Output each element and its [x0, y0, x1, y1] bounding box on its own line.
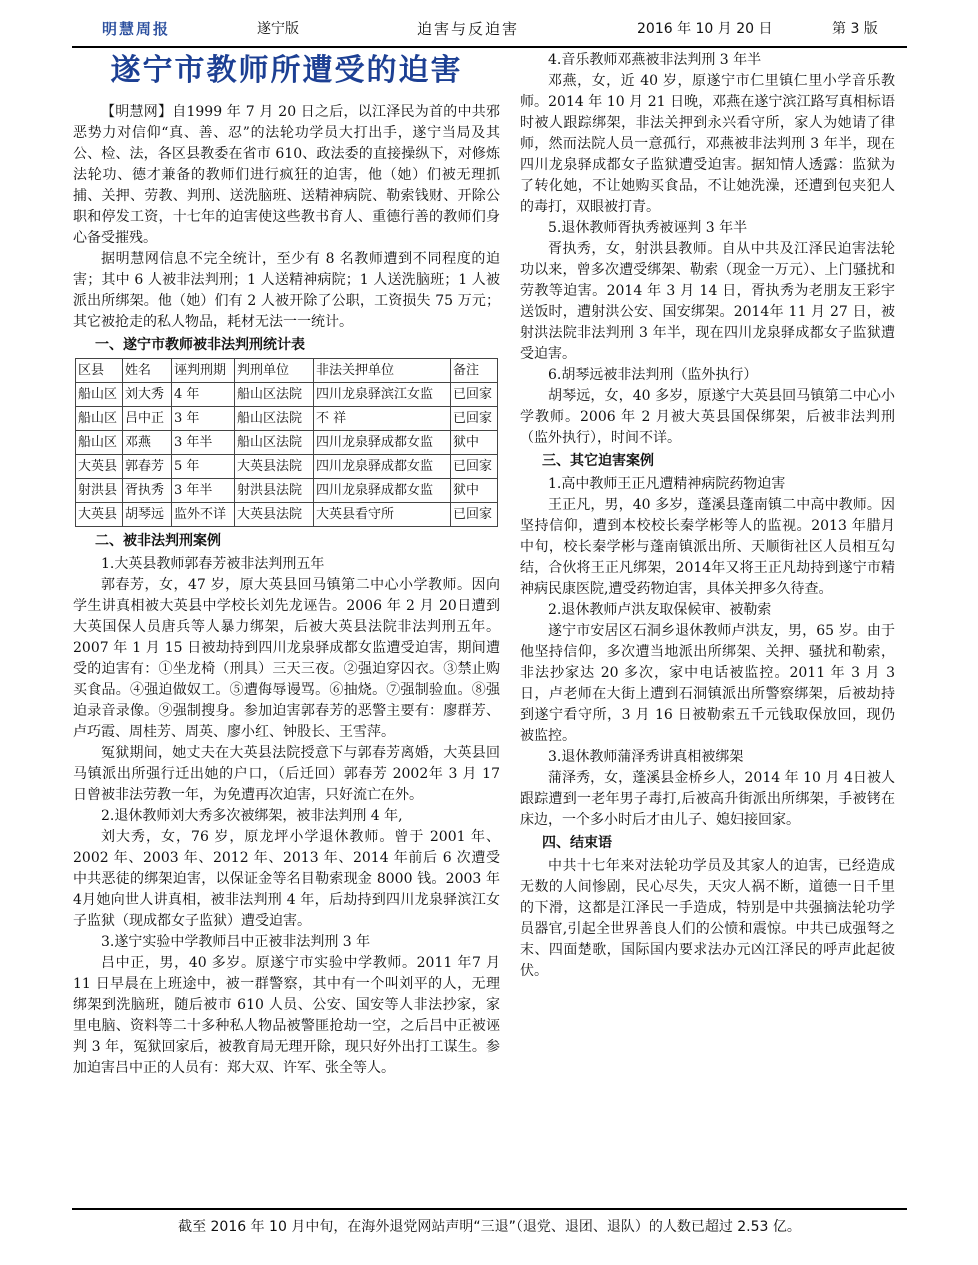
table-row [76, 479, 498, 503]
table-cell: 船山区法院 [235, 407, 314, 431]
table-row [76, 503, 498, 527]
table-cell: 判刑单位 [235, 359, 314, 383]
case-paragraph: 刘大秀，女，76 岁，原龙坪小学退休教师。曾于 2001 年、2002 年、2003 年、2012 年、2013 年、2014 年前后 6 次遭受中共恶徒的绑架迫害，以保证金等名目勒索现金 8000 钱。2003 年 4月她向世人讲真相，被非法判刑 4 年，后劫持到四川龙泉驿滨江女子监狱（现成都女子监狱）遭受迫害。 [73, 829, 500, 929]
table-cell: 已回家 [451, 503, 498, 527]
table-cell: 大英县 [76, 503, 123, 527]
page-header [72, 12, 907, 48]
table-cell: 狱中 [451, 479, 498, 503]
statistics-paragraph: 据明慧网信息不完全统计，至少有 8 名教师遭到不同程度的迫害；其中 6 人被非法判刑；1 人送精神病院；1 人送洗脑班；1 人被派出所绑架。他（她）们有 2 人被开除了公职，工资损失 75 万元；其它被抢走的私人物品，耗材无法一一统计。 [73, 251, 500, 330]
case-title: 1.高中教师王正凡遭精神病院药物迫害 [548, 476, 786, 492]
table-cell: 船山区 [76, 407, 123, 431]
paper-name: 明慧周报 [102, 20, 171, 38]
table-cell: 不 祥 [314, 407, 451, 431]
table-cell: 已回家 [451, 407, 498, 431]
table-cell: 3 年半 [172, 479, 235, 503]
section-heading: 三、其它迫害案例 [542, 453, 654, 469]
page-number: 第 3 版 [832, 21, 878, 37]
table-cell: 非法关押单位 [314, 359, 451, 383]
case-paragraph: 胥执秀，女，射洪县教师。自从中共及江泽民迫害法轮功以来，曾多次遭受绑架、勒索（现金一万元）、上门骚扰和劳教等迫害。2014 年 3 月 14 日，胥执秀为老朋友王彩宇送饭时，遭射洪公安、国安绑架。2014年 11 月 27 日，被射洪法院非法判刑 3 年半，现在四川龙泉驿成都女子监狱遭受迫害。 [520, 241, 895, 362]
case-paragraph: 邓燕，女，近 40 岁，原遂宁市仁里镇仁里小学音乐教师。2014 年 10 月 21 日晚，邓燕在遂宁滨江路写真相标语时被人跟踪绑架，非法关押到永兴看守所，家人为她请了律师，然而法院人员一意孤行，邓燕被非法判刑 3 年半，现在四川龙泉驿成都女子监狱遭受迫害。据知情人透露：监狱为了转化她，不让她购买食品，不让她洗澡，还遭到包夹犯人的毒打，双眼被打青。 [520, 73, 895, 215]
table-cell: 已回家 [451, 383, 498, 407]
section-heading: 二、被非法判刑案例 [95, 533, 221, 549]
table-row [76, 431, 498, 455]
table-row [76, 359, 498, 383]
table-cell: 胡琴远 [123, 503, 172, 527]
table-cell: 4 年 [172, 383, 235, 407]
case-paragraph: 遂宁市安居区石洞乡退休教师卢洪友，男，65 岁。由于他坚持信仰，多次遭当地派出所绑架、关押、骚扰和勒索，非法抄家达 20 多次，家中电话被监控。2011 年 3 月 3 日，卢老师在大街上遭到石洞镇派出所警察绑架，后被劫持到遂宁看守所，3 月 16 日被勒索五千元钱取保放回，现仍被监控。 [520, 623, 895, 744]
table-cell: 船山区法院 [235, 383, 314, 407]
section-heading: 四、结束语 [542, 835, 612, 851]
case-paragraph: 蒲泽秀，女，蓬溪县金桥乡人，2014 年 10 月 4日被人跟踪遭到一老年男子毒打,后被高升街派出所绑架，手被铐在床边，一个多小时后才由儿子、媳妇接回家。 [520, 770, 895, 828]
section-heading: 一、遂宁市教师被非法判刑统计表 [95, 337, 305, 353]
table-cell: 大英县法院 [235, 455, 314, 479]
edition-label: 遂宁版 [257, 21, 299, 37]
table-cell: 郭春芳 [123, 455, 172, 479]
table-cell: 大英县看守所 [314, 503, 451, 527]
issue-date: 2016 年 10 月 20 日 [637, 21, 773, 37]
table-cell: 狱中 [451, 431, 498, 455]
table-cell: 邓燕 [123, 431, 172, 455]
case-title: 3.遂宁实验中学教师吕中正被非法判刑 3 年 [101, 934, 371, 950]
table-row [76, 455, 498, 479]
table-cell: 船山区 [76, 431, 123, 455]
table-row [76, 407, 498, 431]
table-cell: 射洪县法院 [235, 479, 314, 503]
case-paragraph: 吕中正，男，40 多岁。原遂宁市实验中学教师。2011 年7 月 11 日早晨在上班途中，被一群警察，其中有一个叫刘平的人，无理绑架到洗脑班，随后被市 610 人员、公安、国安等人非法抄家，家里电脑、资料等二十多种私人物品被警匪抢劫一空，之后吕中正被诬判 3 年，冤狱回家后，被教育局无理开除，现只好外出打工谋生。参加迫害吕中正的人员有：郑大双、许军、张全等人。 [73, 955, 500, 1076]
intro-paragraph: 【明慧网】自1999 年 7 月 20 日之后，以江泽民为首的中共邪恶势力对信仰“真、善、忍”的法轮功学员大打出手，遂宁当局及其公、检、法，各区县教委在省市 610、政法委的直接操纵下，对修炼法轮功、德才兼备的教师们进行疯狂的迫害，他（她）们被无理抓捕、关押、劳教、判刑、送洗脑班、送精神病院、勒索钱财、开除公职和停发工资，十七年的迫害使这些教书育人、重德行善的教师们身心备受摧残。 [73, 104, 500, 246]
case-paragraph: 冤狱期间，她丈夫在大英县法院授意下与郭春芳离婚，大英县回马镇派出所强行迁出她的户口，（后迁回）郭春芳 2002年 3 月 17 日曾被非法劳教一年，为免遭再次迫害，只好流亡在外。 [73, 745, 500, 803]
case-title: 3.退休教师蒲泽秀讲真相被绑架 [548, 749, 744, 765]
table-cell: 大英县 [76, 455, 123, 479]
conclusion-paragraph: 中共十七年来对法轮功学员及其家人的迫害，已经造成无数的人间惨剧，民心尽失，天灾人祸不断，道德一日千里的下滑，这都是江泽民一手造成，特别是中共强摘法轮功学员器官,引起全世界善良人们的公愤和震惊。中共已成强弩之末、四面楚歌，国际国内要求法办元凶江泽民的呼声此起彼伏。 [520, 858, 895, 979]
case-title: 2.退休教师卢洪友取保候审、被勒索 [548, 602, 772, 618]
table-cell: 监外不详 [172, 503, 235, 527]
right-column [520, 50, 895, 982]
table-cell: 大英县法院 [235, 503, 314, 527]
article-title: 遂宁市教师所遭受的迫害 [110, 53, 463, 88]
footer-text: 截至 2016 年 10 月中旬，在海外退党网站声明“三退”（退党、退团、退队）的人数已超过 2.53 亿。 [178, 1219, 801, 1235]
table-cell: 船山区法院 [235, 431, 314, 455]
table-cell: 四川龙泉驿滨江女监 [314, 383, 451, 407]
case-title: 4.音乐教师邓燕被非法判刑 3 年半 [548, 52, 762, 68]
case-paragraph: 王正凡，男，40 多岁，蓬溪县蓬南镇二中高中教师。因坚持信仰，遭到本校校长秦学彬等人的监视。2013 年腊月中旬，校长秦学彬与蓬南镇派出所、天顺街社区人员相互勾结，合伙将王正凡绑架，2014年又将王正凡劫持到遂宁市精神病民康医院,遭受药物迫害，具体关押多久待查。 [520, 497, 895, 597]
table-cell: 备注 [451, 359, 498, 383]
table-cell: 诬判刑期 [172, 359, 235, 383]
table-cell: 区县 [76, 359, 123, 383]
table-cell: 胥执秀 [123, 479, 172, 503]
sentencing-table [75, 358, 498, 527]
case-title: 5.退休教师胥执秀被诬判 3 年半 [548, 220, 748, 236]
table-cell: 船山区 [76, 383, 123, 407]
page-footer [72, 1208, 907, 1236]
table-cell: 刘大秀 [123, 383, 172, 407]
table-cell: 3 年 [172, 407, 235, 431]
case-title: 1.大英县教师郭春芳被非法判刑五年 [101, 556, 325, 572]
section-name: 迫害与反迫害 [417, 20, 520, 38]
table-row [76, 383, 498, 407]
table-cell: 四川龙泉驿成都女监 [314, 431, 451, 455]
table-cell: 已回家 [451, 455, 498, 479]
table-cell: 5 年 [172, 455, 235, 479]
table-cell: 3 年半 [172, 431, 235, 455]
table-cell: 四川龙泉驿成都女监 [314, 479, 451, 503]
case-title: 6.胡琴远被非法判刑（监外执行） [548, 367, 758, 383]
table-cell: 射洪县 [76, 479, 123, 503]
left-column [73, 50, 500, 1079]
case-title: 2.退休教师刘大秀多次被绑架，被非法判刑 4 年, [101, 808, 403, 824]
table-cell: 吕中正 [123, 407, 172, 431]
case-paragraph: 胡琴远，女，40 多岁，原遂宁大英县回马镇第二中心小学教师。2006 年 2 月被大英县国保绑架，后被非法判刑（监外执行），时间不详。 [520, 388, 895, 446]
table-cell: 四川龙泉驿成都女监 [314, 455, 451, 479]
table-cell: 姓名 [123, 359, 172, 383]
case-paragraph: 郭春芳，女，47 岁，原大英县回马镇第二中心小学教师。因向学生讲真相被大英县中学校长刘先龙诬告。2006 年 2 月 20日遭到大英国保人员唐兵等人暴力绑架，后被大英县法院非法判刑五年。2007 年 1 月 15 日被劫持到四川龙泉驿成都女监遭受迫害，期间遭受的迫害有：①坐龙椅（刑具）三天三夜。②强迫穿囚衣。③禁止购买食品。④强迫做奴工。⑤遭侮辱谩骂。⑥抽烧。⑦强制验血。⑧强迫录音录像。⑨强制搜身。参加迫害郭春芳的恶警主要有：廖群芳、卢巧霞、周桂芳、周英、廖小红、钟股长、王雪萍。 [73, 577, 500, 740]
